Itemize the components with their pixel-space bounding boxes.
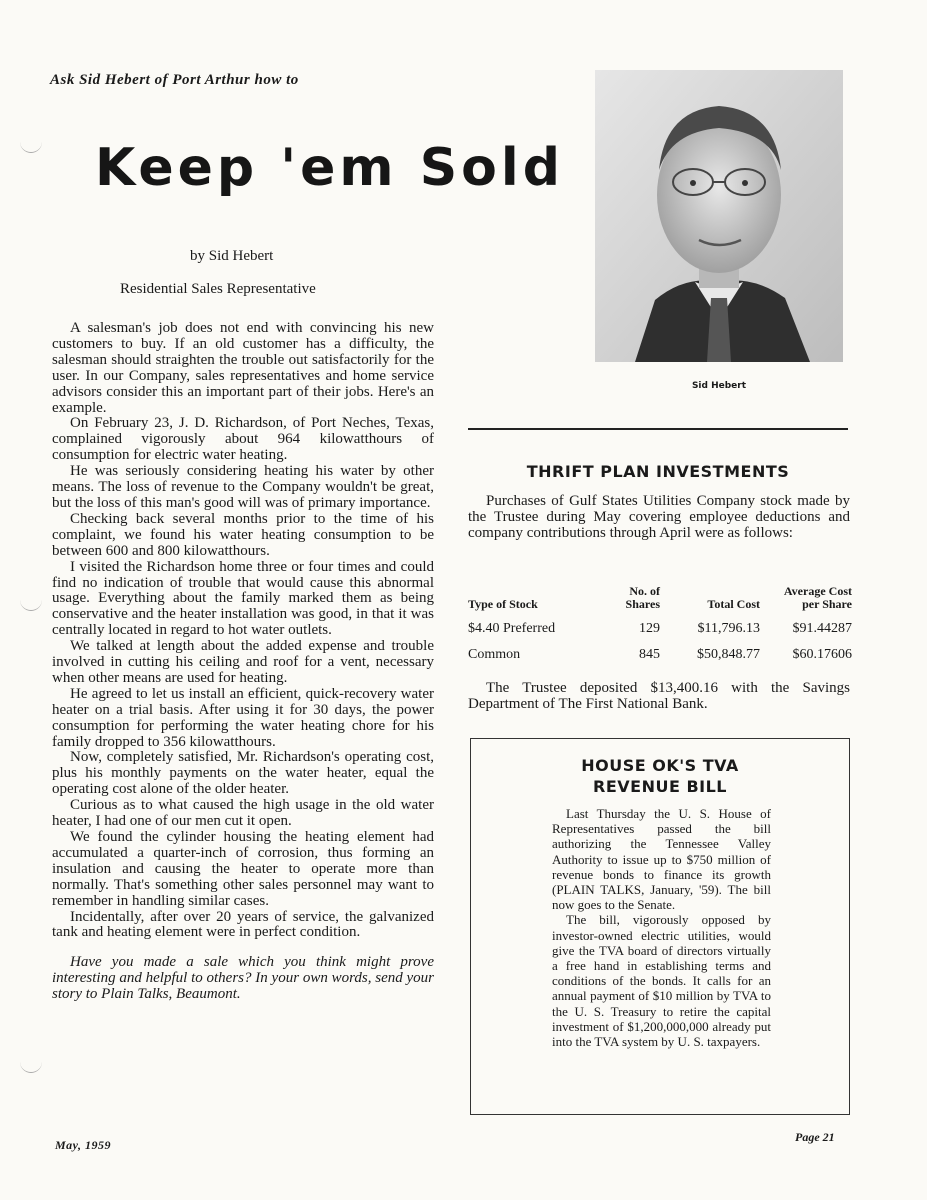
cell-average: $91.44287 [792, 621, 852, 636]
stock-purchase-table [468, 585, 852, 669]
col-header-total: Total Cost [707, 597, 760, 611]
binder-hole-mark [20, 140, 42, 153]
cell-total: $50,848.77 [697, 647, 760, 662]
tva-story-body [552, 806, 771, 1049]
issue-date: May, 1959 [55, 1138, 112, 1152]
article-closing-note: Have you made a sale which you think might prove interesting and helpful to others? In your own words, send your story to Plain Talks, Beaumont. [52, 954, 434, 1003]
article-byline: by Sid Hebert [190, 248, 274, 264]
article-paragraph: Incidentally, after over 20 years of service, the galvanized tank and heating element were in perfect condition. [52, 908, 434, 941]
trustee-note: The Trustee deposited $13,400.16 with the Savings Department of The First National Bank. [468, 680, 850, 712]
col-header-shares: No. of Shares [625, 584, 660, 611]
cell-shares: 129 [639, 621, 660, 636]
article-headline: Keep 'em Sold [95, 138, 564, 198]
portrait-illustration [595, 70, 843, 362]
article-paragraph: Curious as to what caused the high usage in the old water heater, I had one of our men cut it open. [52, 797, 434, 830]
table-header-row [468, 585, 852, 617]
page-number: Page 21 [795, 1130, 835, 1144]
thrift-intro: Purchases of Gulf States Utilities Company stock made by the Trustee during May covering employee deductions and company contributions through April were as follows: [468, 493, 850, 541]
table-row [468, 643, 852, 669]
tva-headline: HOUSE OK'S TVA REVENUE BILL [581, 756, 739, 796]
article-paragraph: We talked at length about the added expense and trouble involved in cutting his ceiling and roof for a vent, necessary when other means are used for heating. [52, 638, 434, 686]
article-paragraph: Now, completely satisfied, Mr. Richardson's operating cost, plus his monthly payments on the water heater, equal the operating cost alone of the older heater. [52, 749, 434, 798]
article-paragraph: We found the cylinder housing the heating element had accumulated a quarter-inch of corrosion, thus forming an insulation and causing the heater to operate more than normally. That's something other sales personnel may want to remember in handling similar cases. [52, 829, 434, 909]
article-paragraph: I visited the Richardson home three or four times and could find no indication of trouble that would cause this abnormal usage. Everything about the family marked them as being conservative and the heater installation was good, in that it was centrally located in regard to hot water outlets. [52, 558, 434, 639]
cell-type: $4.40 Preferred [468, 621, 556, 636]
tva-paragraph: The bill, vigorously opposed by investor-owned electric utilities, would give the TVA board of directors virtually a free hand in establishing terms and conditions of the bonds. It calls for an annual payment of $10 million by TVA to the U. S. Treasury to retire the capital investment of $1,200,000,000 already put into the TVA system by U. S. taxpayers. [552, 912, 771, 1050]
cell-shares: 845 [639, 647, 660, 662]
article-kicker: Ask Sid Hebert of Port Arthur how to [50, 72, 299, 88]
thrift-title: THRIFT PLAN INVESTMENTS [526, 462, 790, 481]
cell-type: Common [468, 647, 521, 662]
col-header-type: Type of Stock [468, 597, 538, 611]
article-paragraph: A salesman's job does not end with convincing his new customers to buy. If an old customer has a difficulty, the salesman should straighten the trouble out satisfactorily for the user. In our Company, sales representatives and home service advisors consider this an important part of their jobs. Here's an example. [52, 320, 434, 416]
tva-paragraph: Last Thursday the U. S. House of Representatives passed the bill authorizing the Tennessee Valley Authority to issue up to $750 million of revenue bonds to finance its growth (PLAIN TALKS, January, '59). The bill now goes to the Senate. [552, 806, 771, 913]
article-paragraph: Checking back several months prior to the time of his complaint, we found his water heating consumption to be between 600 and 800 kilowatthours. [52, 510, 434, 559]
article-paragraph: On February 23, J. D. Richardson, of Port Neches, Texas, complained vigorously about 964 kilowatthours of consumption for electric water heating. [52, 415, 434, 464]
article-body [52, 321, 434, 1003]
col-header-average: Average Cost per Share [783, 584, 852, 611]
section-divider [468, 428, 848, 430]
author-photo [595, 70, 843, 362]
photo-caption: Sid Hebert [691, 381, 747, 391]
table-row [468, 617, 852, 643]
cell-average: $60.17606 [792, 647, 852, 662]
binder-hole-mark [20, 598, 42, 611]
article-paragraph: He agreed to let us install an efficient, quick-recovery water heater on a trial basis. After using it for 30 days, the power consumption for performing the water heating chore for his family dropped to 356 kilowatthours. [52, 685, 434, 750]
binder-hole-mark [20, 1060, 42, 1073]
cell-total: $11,796.13 [697, 621, 760, 636]
author-role: Residential Sales Representative [120, 281, 316, 297]
article-paragraph: He was seriously considering heating his water by other means. The loss of revenue to the Company wouldn't be great, but the loss of this man's good will was of primary importance. [52, 463, 434, 511]
